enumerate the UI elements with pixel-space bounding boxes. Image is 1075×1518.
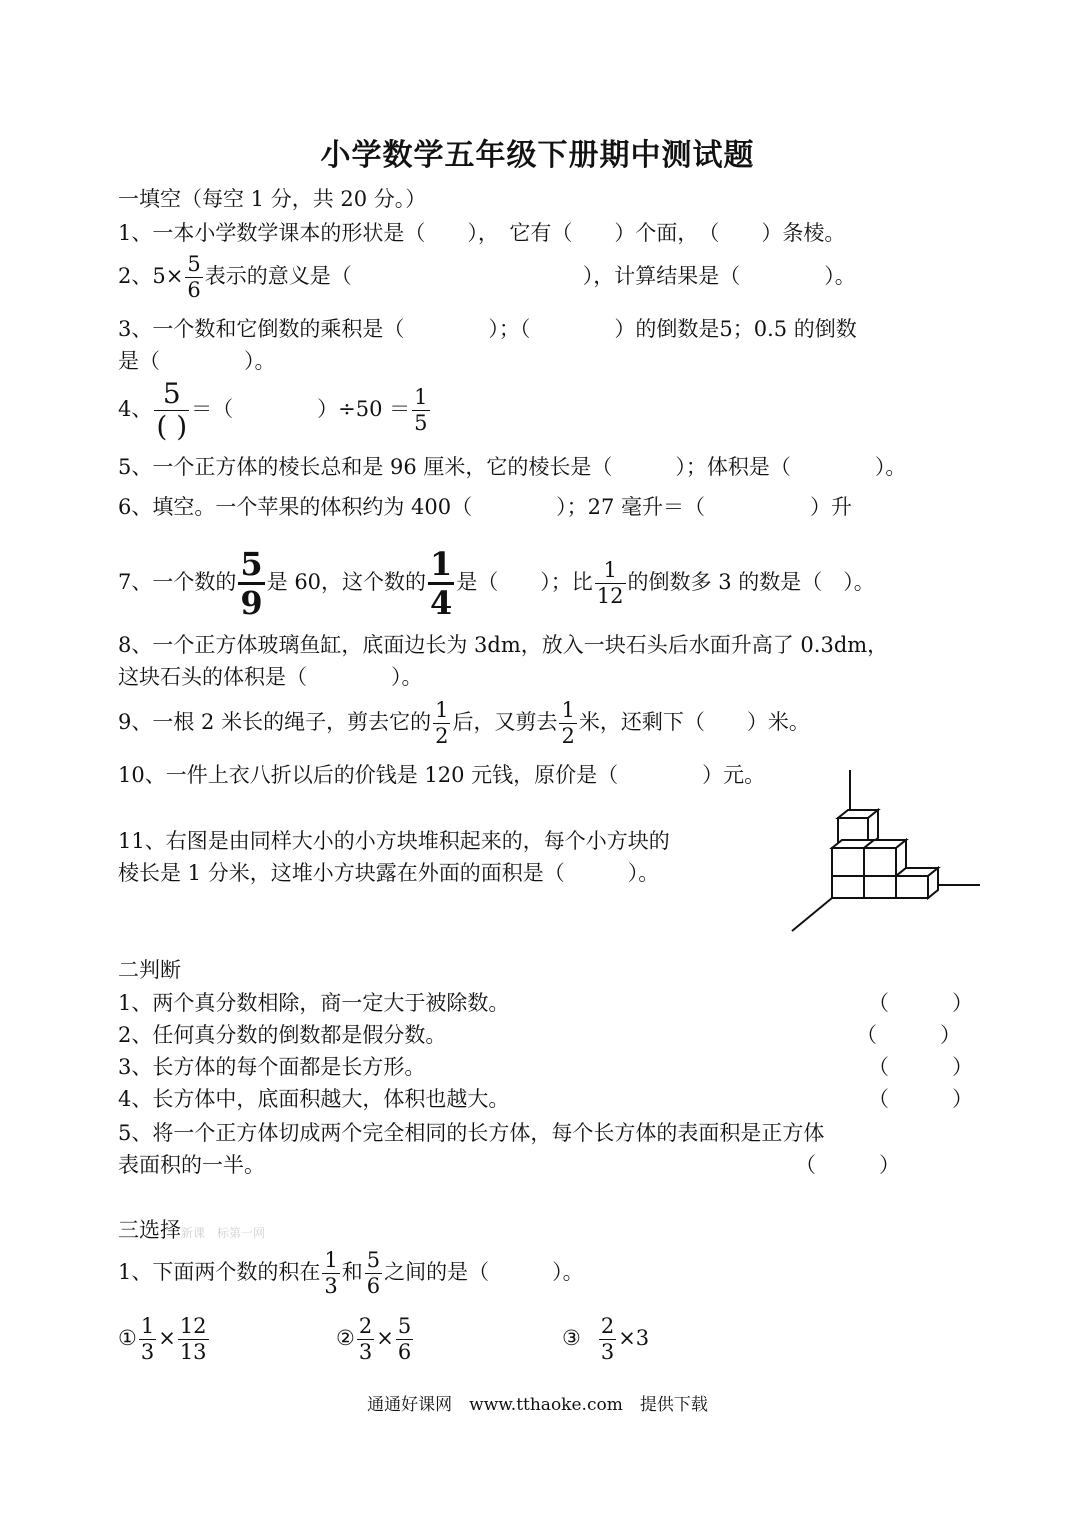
fraction: $\frac{2}{3}$: [600, 1314, 615, 1364]
question-1-5: 5、一个正方体的棱长总和是 96 厘米，它的棱长是（ ）；体积是（ ）。: [118, 455, 907, 479]
fraction: $\frac{12}{13}$: [179, 1314, 207, 1364]
fraction: $\frac{2}{3}$: [358, 1314, 373, 1364]
fraction: $\frac{1}{2}$: [435, 698, 449, 748]
judgement-item-3: 3、长方体的每个面都是长方形。: [118, 1055, 426, 1079]
fraction: $\frac{1}{4}$: [430, 545, 453, 622]
footer-credit: 通通好课网 www.tthaoke.com 提供下载: [367, 1395, 708, 1415]
watermark-text: 新课 标第一网: [181, 1226, 266, 1240]
judgement-item-5-cont: 表面积的一半。: [118, 1153, 265, 1177]
section-3-heading: 三选择新课 标第一网: [118, 1218, 266, 1242]
question-1-10: 10、一件上衣八折以后的价钱是 120 元钱，原价是（ ）元。: [118, 763, 766, 787]
choice-option-1: ① $\frac{1}{3}$ × $\frac{12}{13}$: [118, 1314, 207, 1364]
page-title: 小学数学五年级下册期中测试题: [320, 138, 755, 173]
question-1-11: 11、右图是由同样大小的小方块堆积起来的，每个小方块的: [118, 829, 670, 853]
fraction: $\frac{1}{12}$: [596, 558, 624, 608]
choice-option-3: ③ $\frac{2}{3}$ ×3: [562, 1314, 650, 1364]
cube-front-face: [864, 848, 896, 876]
cube-front-face: [864, 876, 896, 898]
cube-front-face: [832, 876, 864, 898]
judgement-item-5: 5、将一个正方体切成两个完全相同的长方体，每个长方体的表面积是正方体: [118, 1121, 825, 1145]
fraction: $\frac{5}{6}$: [397, 1314, 412, 1364]
question-1-7: 7、一个数的 $\frac{5}{9}$ 是 60，这个数的 $\frac{1}{4}$ 是（ ）；比 $\frac{1}{12}$ 的倒数多 3 的数是（ ）。: [118, 545, 875, 622]
axis-diagonal: [792, 898, 832, 931]
fraction: $\frac{1}{2}$: [561, 698, 575, 748]
fraction: $\frac{5}{9}$: [240, 545, 263, 622]
fraction: $\frac{1}{3}$: [324, 1248, 338, 1298]
fraction: $\frac{1}{5}$: [414, 385, 428, 435]
fraction: $\frac{1}{3}$: [140, 1314, 155, 1364]
fraction: $\frac{5}{6}$: [187, 252, 201, 302]
cube-front-face: [832, 848, 864, 876]
question-1-4: 4、 $\frac{5}{( )}$ ＝（ ）÷50 ＝ $\frac{1}{5}$: [118, 377, 428, 443]
cube-stack-drawing: [792, 770, 980, 931]
question-1-2: 2、5× $\frac{5}{6}$ 表示的意义是（ ），计算结果是（ ）。: [118, 252, 856, 302]
question-1-3: 3、一个数和它倒数的乘积是（ ）；（ ）的倒数是5；0.5 的倒数: [118, 317, 857, 341]
answer-bracket: （ ）: [868, 1055, 973, 1079]
cube-stack-figure: [780, 770, 985, 935]
choice-option-2: ② $\frac{2}{3}$ × $\frac{5}{6}$: [336, 1314, 412, 1364]
question-1-8-cont: 这块石头的体积是（ ）。: [118, 665, 423, 689]
judgement-item-4: 4、长方体中，底面积越大，体积也越大。: [118, 1087, 510, 1111]
answer-bracket: （ ）: [795, 1153, 900, 1177]
question-1-11-cont: 棱长是 1 分米，这堆小方块露在外面的面积是（ ）。: [118, 861, 660, 885]
question-1-1: 1、一本小学数学课本的形状是（ ）， 它有（ ）个面， （ ）条棱。: [118, 221, 846, 245]
section-2-heading: 二判断: [118, 958, 181, 982]
question-1-9: 9、一根 2 米长的绳子，剪去它的 $\frac{1}{2}$ 后，又剪去 $\frac{1}{2}$ 米，还剩下（ ）米。: [118, 698, 810, 748]
question-1-3-cont: 是（ ）。: [118, 349, 276, 373]
section-1-heading: 一填空（每空 1 分，共 20 分。）: [118, 187, 427, 211]
answer-bracket: （ ）: [868, 1087, 973, 1111]
judgement-item-2: 2、任何真分数的倒数都是假分数。: [118, 1023, 447, 1047]
question-1-8: 8、一个正方体玻璃鱼缸，底面边长为 3dm，放入一块石头后水面升高了 0.3dm，: [118, 633, 889, 657]
cube-front-face: [896, 876, 928, 898]
judgement-item-1: 1、两个真分数相除，商一定大于被除数。: [118, 991, 510, 1015]
choice-question-1: 1、下面两个数的积在 $\frac{1}{3}$ 和 $\frac{5}{6}$ 之间的是（ ）。: [118, 1248, 584, 1298]
question-1-6: 6、填空。一个苹果的体积约为 400（ ）；27 毫升＝（ ）升: [118, 495, 853, 519]
fraction: $\frac{5}{( )}$: [156, 377, 188, 443]
fraction: $\frac{5}{6}$: [366, 1248, 381, 1298]
answer-bracket: （ ）: [856, 1023, 961, 1047]
answer-bracket: （ ）: [868, 991, 973, 1015]
